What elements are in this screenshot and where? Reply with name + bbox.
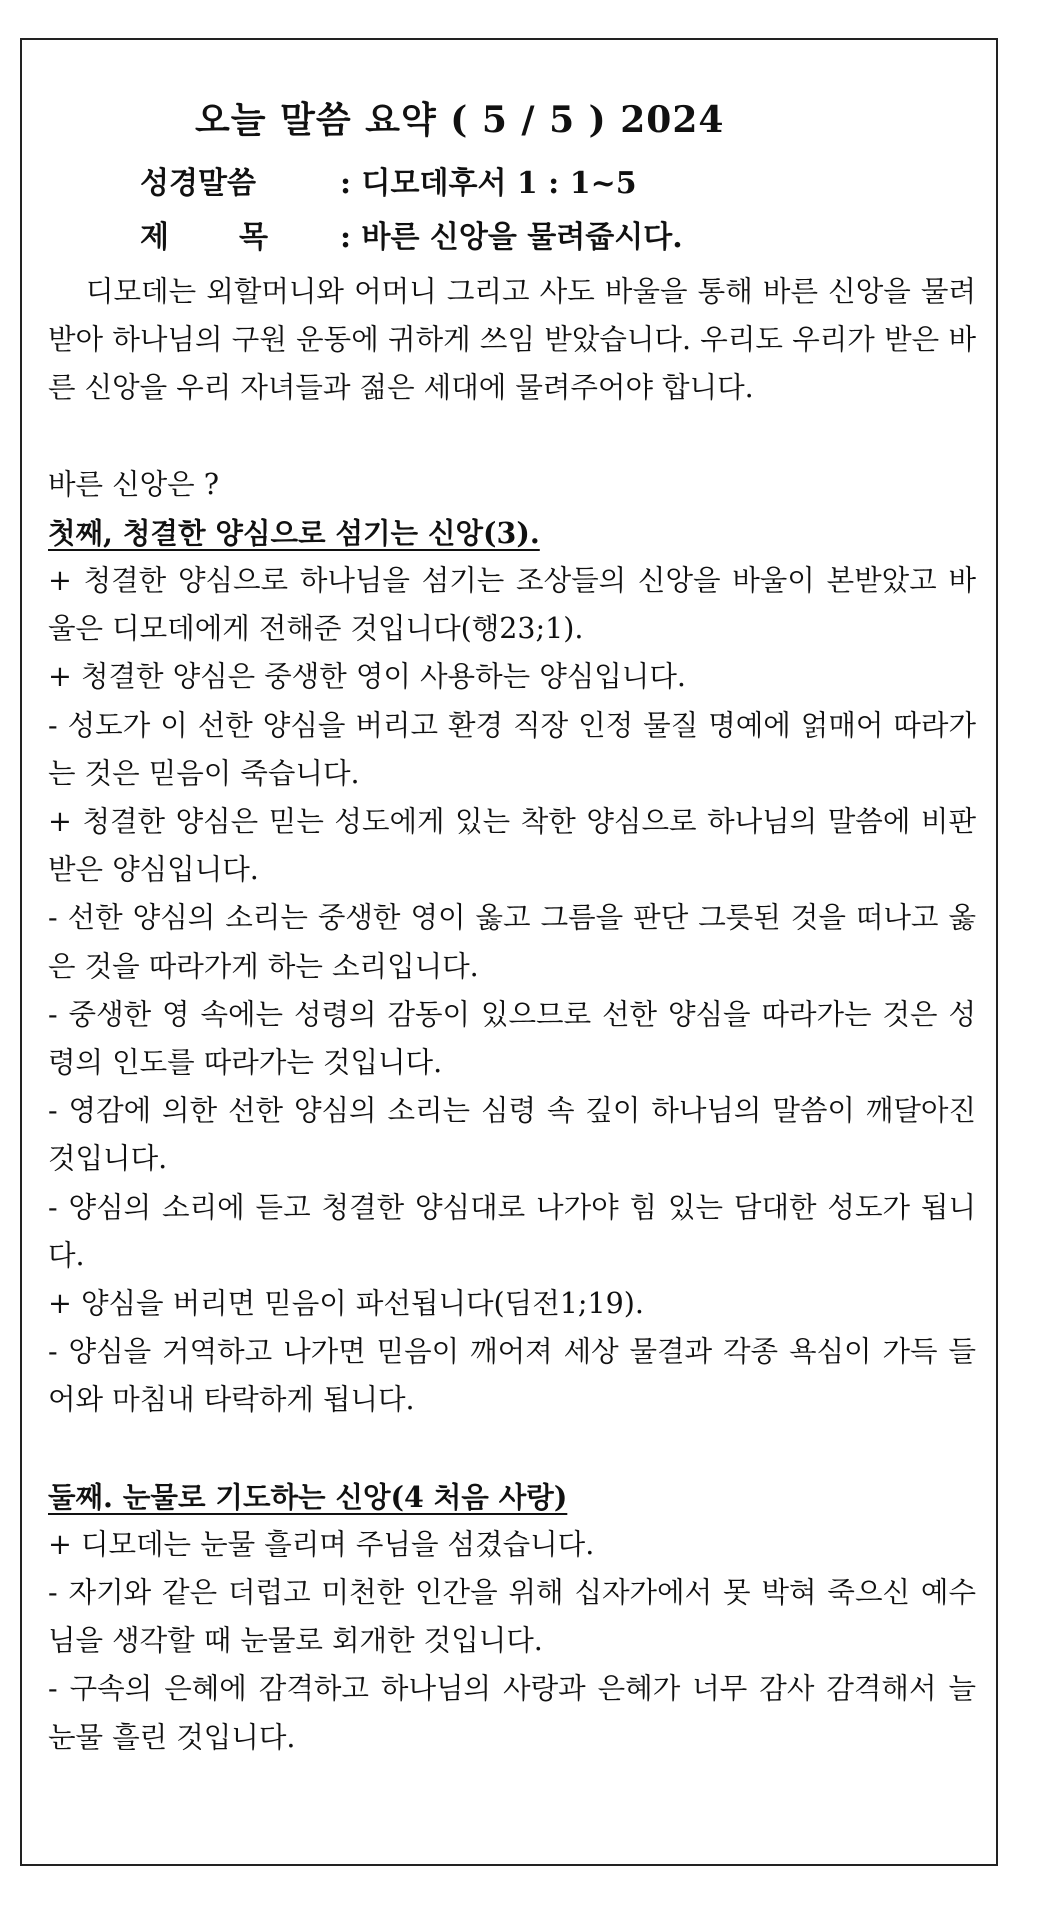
- scripture-line: [140, 158, 637, 202]
- subject-label: 제목: [140, 220, 338, 255]
- intro-paragraph: 디모데는 외할머니와 어머니 그리고 사도 바울을 통해 바른 신앙을 물려받아 하나님의 구원 운동에 귀하게 쓰임 받았습니다. 우리도 우리가 받은 바른 신앙을 우리 자녀들과 젊은 세대에 물려주어야 합니다.: [48, 275, 976, 405]
- section-heading-2: 둘째. 눈물로 기도하는 신앙(4 처음 사랑): [48, 1479, 568, 1514]
- section1-line: - 양심을 거역하고 나가면 믿음이 깨어져 세상 물결과 각종 욕심이 가득 들어와 마침내 타락하게 됩니다.: [48, 1335, 976, 1417]
- sermon-body: [48, 268, 976, 1762]
- section1-line: - 중생한 영 속에는 성령의 감동이 있으므로 선한 양심을 따라가는 것은 성령의 인도를 따라가는 것입니다.: [48, 997, 976, 1080]
- document-title: 오늘 말씀 요약 ( 5 / 5 ) 2024: [195, 99, 725, 141]
- section-heading-1: 첫째, 청결한 양심으로 섬기는 신앙(3).: [48, 515, 540, 550]
- section1-line: + 청결한 양심은 믿는 성도에게 있는 착한 양심으로 하나님의 말씀에 비판받은 양심입니다.: [48, 805, 976, 887]
- scripture-value: : 디모데후서 1 : 1~5: [340, 166, 637, 201]
- section1-line: + 청결한 양심으로 하나님을 섬기는 조상들의 신앙을 바울이 본받았고 바울은 디모데에게 전해준 것입니다(행23;1).: [48, 564, 976, 646]
- section1-line: - 성도가 이 선한 양심을 버리고 환경 직장 인정 물질 명예에 얽매어 따라가는 것은 믿음이 죽습니다.: [48, 708, 976, 790]
- section-gap: [48, 1425, 976, 1473]
- section2-line: - 자기와 같은 더럽고 미천한 인간을 위해 십자가에서 못 박혀 죽으신 예수님을 생각할 때 눈물로 회개한 것입니다.: [48, 1576, 976, 1658]
- scripture-label: 성경말씀: [140, 166, 256, 201]
- section1-line: + 청결한 양심은 중생한 영이 사용하는 양심입니다.: [48, 660, 686, 694]
- section1-line: - 영감에 의한 선한 양심의 소리는 심령 속 깊이 하나님의 말씀이 깨달아진 것입니다.: [48, 1094, 976, 1176]
- section2-line: + 디모데는 눈물 흘리며 주님을 섬겼습니다.: [48, 1527, 595, 1561]
- section1-line: + 양심을 버리면 믿음이 파선됩니다(딤전1;19).: [48, 1287, 644, 1321]
- subject-value: : 바른 신앙을 물려줍시다.: [340, 220, 683, 255]
- subject-line: [140, 212, 683, 256]
- paragraph-gap: [48, 413, 976, 461]
- question-line: 바른 신앙은 ?: [48, 467, 220, 501]
- section2-line: - 구속의 은혜에 감격하고 하나님의 사랑과 은혜가 너무 감사 감격해서 늘 눈물 흘린 것입니다.: [48, 1672, 976, 1754]
- section1-line: - 선한 양심의 소리는 중생한 영이 옳고 그름을 판단 그릇된 것을 떠나고 옳은 것을 따라가게 하는 소리입니다.: [48, 901, 976, 983]
- section1-line: - 양심의 소리에 듣고 청결한 양심대로 나가야 힘 있는 담대한 성도가 됩니다.: [48, 1190, 976, 1272]
